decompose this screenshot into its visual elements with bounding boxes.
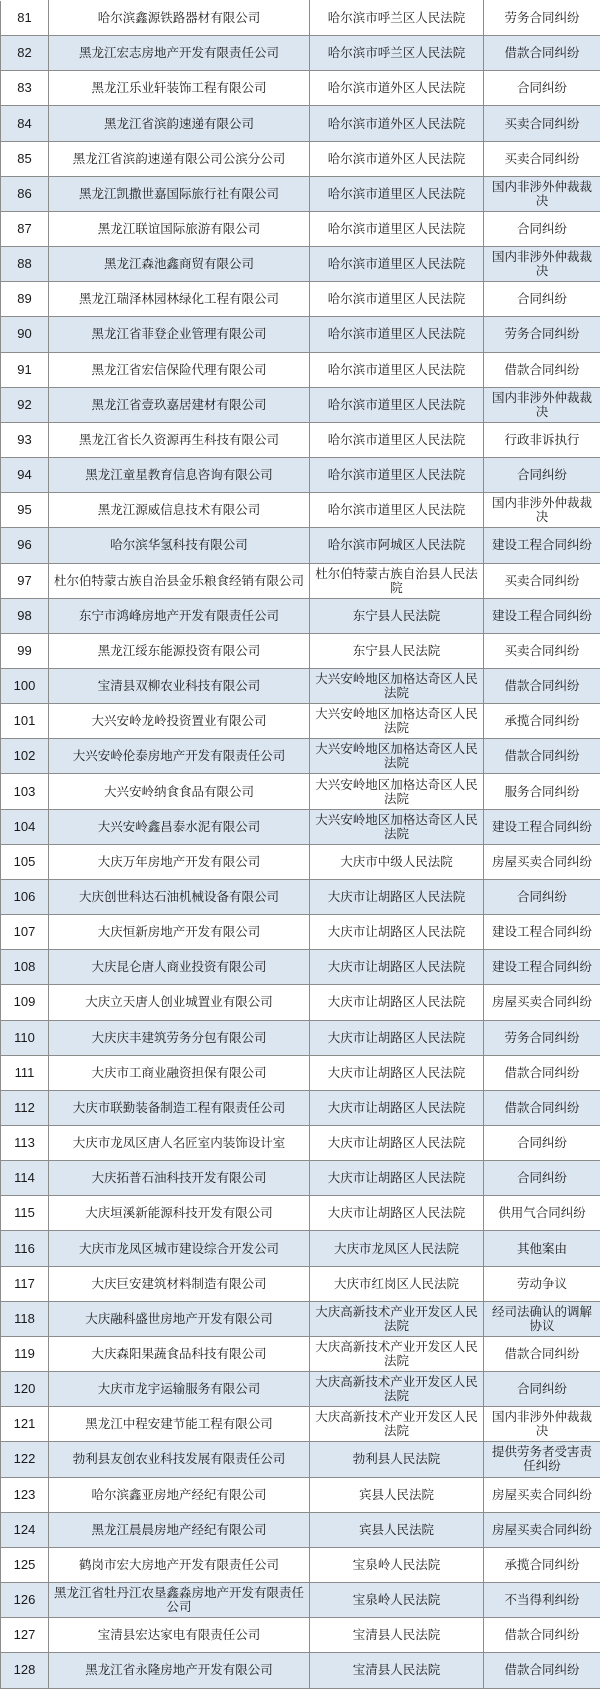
company-name: 黑龙江省滨韵速递有限公司公滨分公司 <box>49 141 310 176</box>
row-number: 100 <box>1 668 49 703</box>
case-type: 买卖合同纠纷 <box>484 106 600 141</box>
company-name: 大庆垣溪新能源科技开发有限公司 <box>49 1196 310 1231</box>
row-number: 110 <box>1 1020 49 1055</box>
company-name: 黑龙江省长久资源再生科技有限公司 <box>49 422 310 457</box>
table-row <box>1 317 600 352</box>
company-name: 大兴安岭鑫昌泰水泥有限公司 <box>49 809 310 844</box>
table-row <box>1 915 600 950</box>
row-number: 94 <box>1 458 49 493</box>
row-number: 118 <box>1 1301 49 1336</box>
court-name: 哈尔滨市阿城区人民法院 <box>310 528 484 563</box>
company-name: 黑龙江联谊国际旅游有限公司 <box>49 211 310 246</box>
court-name: 东宁县人民法院 <box>310 633 484 668</box>
table-row <box>1 1442 600 1477</box>
court-name: 宝清县人民法院 <box>310 1618 484 1653</box>
row-number: 92 <box>1 387 49 422</box>
row-number: 109 <box>1 985 49 1020</box>
court-name: 哈尔滨市呼兰区人民法院 <box>310 1 484 36</box>
court-name: 大庆市让胡路区人民法院 <box>310 915 484 950</box>
case-type: 建设工程合同纠纷 <box>484 809 600 844</box>
company-name: 黑龙江源威信息技术有限公司 <box>49 493 310 528</box>
table-row <box>1 458 600 493</box>
company-name: 大兴安岭纳食食品有限公司 <box>49 774 310 809</box>
row-number: 95 <box>1 493 49 528</box>
table-row <box>1 493 600 528</box>
company-name: 黑龙江省牡丹江农垦鑫淼房地产开发有限责任公司 <box>49 1583 310 1618</box>
row-number: 97 <box>1 563 49 598</box>
row-number: 105 <box>1 844 49 879</box>
row-number: 86 <box>1 176 49 211</box>
court-name: 哈尔滨市道里区人民法院 <box>310 458 484 493</box>
company-name: 大庆恒新房地产开发有限公司 <box>49 915 310 950</box>
table-row <box>1 1126 600 1161</box>
company-name: 大庆立天唐人创业城置业有限公司 <box>49 985 310 1020</box>
court-name: 大庆市让胡路区人民法院 <box>310 985 484 1020</box>
case-type: 房屋买卖合同纠纷 <box>484 1512 600 1547</box>
court-name: 勃利县人民法院 <box>310 1442 484 1477</box>
case-type: 合同纠纷 <box>484 71 600 106</box>
case-type: 借款合同纠纷 <box>484 36 600 71</box>
case-type: 国内非涉外仲裁裁决 <box>484 493 600 528</box>
table-row <box>1 1372 600 1407</box>
table-row <box>1 352 600 387</box>
case-type: 借款合同纠纷 <box>484 1653 600 1688</box>
company-name: 杜尔伯特蒙古族自治县金乐粮食经销有限公司 <box>49 563 310 598</box>
table-row <box>1 1336 600 1371</box>
case-type: 国内非涉外仲裁裁决 <box>484 247 600 282</box>
court-name: 大庆高新技术产业开发区人民法院 <box>310 1336 484 1371</box>
table-row <box>1 1161 600 1196</box>
case-type: 借款合同纠纷 <box>484 739 600 774</box>
company-name: 黑龙江中程安建节能工程有限公司 <box>49 1407 310 1442</box>
case-type: 经司法确认的调解协议 <box>484 1301 600 1336</box>
court-name: 大庆市让胡路区人民法院 <box>310 1161 484 1196</box>
court-name: 哈尔滨市道外区人民法院 <box>310 71 484 106</box>
case-type: 合同纠纷 <box>484 1161 600 1196</box>
court-name: 大庆市让胡路区人民法院 <box>310 879 484 914</box>
row-number: 124 <box>1 1512 49 1547</box>
court-name: 大庆市让胡路区人民法院 <box>310 1055 484 1090</box>
court-name: 大庆市红岗区人民法院 <box>310 1266 484 1301</box>
case-type: 供用气合同纠纷 <box>484 1196 600 1231</box>
court-name: 哈尔滨市道外区人民法院 <box>310 106 484 141</box>
case-type: 借款合同纠纷 <box>484 1090 600 1125</box>
company-name: 鹤岗市宏大房地产开发有限责任公司 <box>49 1547 310 1582</box>
row-number: 122 <box>1 1442 49 1477</box>
court-name: 大庆市让胡路区人民法院 <box>310 1020 484 1055</box>
table-row <box>1 774 600 809</box>
table-row <box>1 106 600 141</box>
court-name: 大兴安岭地区加格达奇区人民法院 <box>310 774 484 809</box>
table-row <box>1 1231 600 1266</box>
row-number: 127 <box>1 1618 49 1653</box>
company-name: 黑龙江童星教育信息咨询有限公司 <box>49 458 310 493</box>
case-type: 建设工程合同纠纷 <box>484 598 600 633</box>
row-number: 115 <box>1 1196 49 1231</box>
case-type: 借款合同纠纷 <box>484 1618 600 1653</box>
table-row <box>1 879 600 914</box>
company-name: 黑龙江凯撒世嘉国际旅行社有限公司 <box>49 176 310 211</box>
case-type: 其他案由 <box>484 1231 600 1266</box>
case-type: 不当得利纠纷 <box>484 1583 600 1618</box>
table-row <box>1 422 600 457</box>
case-type: 买卖合同纠纷 <box>484 633 600 668</box>
table-row <box>1 1090 600 1125</box>
court-name: 哈尔滨市呼兰区人民法院 <box>310 36 484 71</box>
row-number: 102 <box>1 739 49 774</box>
row-number: 87 <box>1 211 49 246</box>
case-type: 合同纠纷 <box>484 1126 600 1161</box>
company-name: 黑龙江省壹玖嘉居建材有限公司 <box>49 387 310 422</box>
company-name: 大兴安岭伦泰房地产开发有限责任公司 <box>49 739 310 774</box>
court-name: 宝泉岭人民法院 <box>310 1547 484 1582</box>
row-number: 125 <box>1 1547 49 1582</box>
table-row <box>1 1653 600 1688</box>
court-name: 东宁县人民法院 <box>310 598 484 633</box>
table-row <box>1 1407 600 1442</box>
case-type: 买卖合同纠纷 <box>484 141 600 176</box>
row-number: 99 <box>1 633 49 668</box>
court-name: 大庆市让胡路区人民法院 <box>310 1090 484 1125</box>
row-number: 84 <box>1 106 49 141</box>
court-name: 大兴安岭地区加格达奇区人民法院 <box>310 809 484 844</box>
case-type: 劳动争议 <box>484 1266 600 1301</box>
row-number: 82 <box>1 36 49 71</box>
table-row <box>1 141 600 176</box>
table-row <box>1 1618 600 1653</box>
case-type: 买卖合同纠纷 <box>484 563 600 598</box>
case-type: 承揽合同纠纷 <box>484 704 600 739</box>
company-name: 勃利县友创农业科技发展有限责任公司 <box>49 1442 310 1477</box>
case-type: 合同纠纷 <box>484 282 600 317</box>
table-row <box>1 633 600 668</box>
case-type: 合同纠纷 <box>484 1372 600 1407</box>
case-type: 行政非诉执行 <box>484 422 600 457</box>
company-name: 大庆万年房地产开发有限公司 <box>49 844 310 879</box>
court-name: 大庆市让胡路区人民法院 <box>310 1126 484 1161</box>
case-type: 合同纠纷 <box>484 458 600 493</box>
company-name: 黑龙江乐业轩装饰工程有限公司 <box>49 71 310 106</box>
table-row <box>1 809 600 844</box>
court-name: 大兴安岭地区加格达奇区人民法院 <box>310 668 484 703</box>
case-type: 房屋买卖合同纠纷 <box>484 1477 600 1512</box>
company-name: 大庆巨安建筑材料制造有限公司 <box>49 1266 310 1301</box>
case-type: 借款合同纠纷 <box>484 668 600 703</box>
row-number: 107 <box>1 915 49 950</box>
company-name: 大兴安岭龙岭投资置业有限公司 <box>49 704 310 739</box>
company-name: 黑龙江省宏信保险代理有限公司 <box>49 352 310 387</box>
case-type: 劳务合同纠纷 <box>484 317 600 352</box>
row-number: 108 <box>1 950 49 985</box>
table-row <box>1 950 600 985</box>
court-name: 大庆高新技术产业开发区人民法院 <box>310 1301 484 1336</box>
table-row <box>1 1196 600 1231</box>
court-name: 宾县人民法院 <box>310 1477 484 1512</box>
court-name: 宝泉岭人民法院 <box>310 1583 484 1618</box>
company-name: 大庆森阳果蔬食品科技有限公司 <box>49 1336 310 1371</box>
court-name: 大庆市龙凤区人民法院 <box>310 1231 484 1266</box>
table-row <box>1 844 600 879</box>
table-row <box>1 1547 600 1582</box>
case-type: 承揽合同纠纷 <box>484 1547 600 1582</box>
table-row <box>1 1512 600 1547</box>
table-row <box>1 704 600 739</box>
table-row <box>1 739 600 774</box>
row-number: 117 <box>1 1266 49 1301</box>
company-name: 东宁市鸿峰房地产开发有限责任公司 <box>49 598 310 633</box>
case-type: 合同纠纷 <box>484 879 600 914</box>
table-row <box>1 282 600 317</box>
case-type: 建设工程合同纠纷 <box>484 528 600 563</box>
company-name: 哈尔滨鑫源铁路器材有限公司 <box>49 1 310 36</box>
company-name: 大庆市龙凤区城市建设综合开发公司 <box>49 1231 310 1266</box>
row-number: 114 <box>1 1161 49 1196</box>
company-name: 大庆市工商业融资担保有限公司 <box>49 1055 310 1090</box>
case-type: 房屋买卖合同纠纷 <box>484 844 600 879</box>
row-number: 88 <box>1 247 49 282</box>
court-name: 哈尔滨市道里区人民法院 <box>310 352 484 387</box>
table-row <box>1 36 600 71</box>
company-name: 大庆市龙宇运输服务有限公司 <box>49 1372 310 1407</box>
company-name: 大庆市龙凤区唐人名匠室内装饰设计室 <box>49 1126 310 1161</box>
case-type: 国内非涉外仲裁裁决 <box>484 176 600 211</box>
company-name: 大庆市联勤装备制造工程有限责任公司 <box>49 1090 310 1125</box>
company-name: 大庆创世科达石油机械设备有限公司 <box>49 879 310 914</box>
court-name: 大兴安岭地区加格达奇区人民法院 <box>310 739 484 774</box>
row-number: 119 <box>1 1336 49 1371</box>
court-name: 大庆市让胡路区人民法院 <box>310 1196 484 1231</box>
table-row <box>1 1477 600 1512</box>
row-number: 116 <box>1 1231 49 1266</box>
row-number: 93 <box>1 422 49 457</box>
row-number: 120 <box>1 1372 49 1407</box>
case-list-body <box>1 1 600 1689</box>
table-row <box>1 71 600 106</box>
row-number: 91 <box>1 352 49 387</box>
row-number: 83 <box>1 71 49 106</box>
court-name: 杜尔伯特蒙古族自治县人民法院 <box>310 563 484 598</box>
row-number: 126 <box>1 1583 49 1618</box>
table-row <box>1 1055 600 1090</box>
company-name: 黑龙江省永隆房地产开发有限公司 <box>49 1653 310 1688</box>
company-name: 黑龙江晨晨房地产经纪有限公司 <box>49 1512 310 1547</box>
table-row <box>1 1020 600 1055</box>
table-row <box>1 1 600 36</box>
row-number: 113 <box>1 1126 49 1161</box>
table-row <box>1 1301 600 1336</box>
table-row <box>1 985 600 1020</box>
court-name: 哈尔滨市道外区人民法院 <box>310 141 484 176</box>
row-number: 111 <box>1 1055 49 1090</box>
company-name: 大庆昆仑唐人商业投资有限公司 <box>49 950 310 985</box>
table-row <box>1 1583 600 1618</box>
company-name: 宝清县双柳农业科技有限公司 <box>49 668 310 703</box>
court-name: 大庆市让胡路区人民法院 <box>310 950 484 985</box>
case-type: 提供劳务者受害责任纠纷 <box>484 1442 600 1477</box>
row-number: 106 <box>1 879 49 914</box>
court-name: 哈尔滨市道里区人民法院 <box>310 387 484 422</box>
table-row <box>1 247 600 282</box>
row-number: 85 <box>1 141 49 176</box>
row-number: 112 <box>1 1090 49 1125</box>
case-type: 借款合同纠纷 <box>484 1336 600 1371</box>
table-row <box>1 211 600 246</box>
case-type: 借款合同纠纷 <box>484 1055 600 1090</box>
table-row <box>1 176 600 211</box>
case-type: 借款合同纠纷 <box>484 352 600 387</box>
company-name: 大庆融科盛世房地产开发有限公司 <box>49 1301 310 1336</box>
company-name: 哈尔滨鑫亚房地产经纪有限公司 <box>49 1477 310 1512</box>
row-number: 98 <box>1 598 49 633</box>
case-type: 服务合同纠纷 <box>484 774 600 809</box>
company-name: 大庆庆丰建筑劳务分包有限公司 <box>49 1020 310 1055</box>
row-number: 89 <box>1 282 49 317</box>
court-name: 哈尔滨市道里区人民法院 <box>310 247 484 282</box>
company-name: 大庆拓普石油科技开发有限公司 <box>49 1161 310 1196</box>
court-name: 宝清县人民法院 <box>310 1653 484 1688</box>
table-row <box>1 563 600 598</box>
table-row <box>1 528 600 563</box>
court-name: 哈尔滨市道里区人民法院 <box>310 282 484 317</box>
company-name: 哈尔滨华氢科技有限公司 <box>49 528 310 563</box>
court-name: 哈尔滨市道里区人民法院 <box>310 211 484 246</box>
table-row <box>1 598 600 633</box>
row-number: 123 <box>1 1477 49 1512</box>
company-name: 黑龙江森池鑫商贸有限公司 <box>49 247 310 282</box>
company-name: 宝清县宏达家电有限责任公司 <box>49 1618 310 1653</box>
case-type: 劳务合同纠纷 <box>484 1 600 36</box>
company-name: 黑龙江瑞泽林园林绿化工程有限公司 <box>49 282 310 317</box>
row-number: 90 <box>1 317 49 352</box>
case-type: 建设工程合同纠纷 <box>484 950 600 985</box>
court-name: 哈尔滨市道里区人民法院 <box>310 317 484 352</box>
row-number: 128 <box>1 1653 49 1688</box>
row-number: 104 <box>1 809 49 844</box>
court-name: 宾县人民法院 <box>310 1512 484 1547</box>
table-row <box>1 1266 600 1301</box>
case-type: 合同纠纷 <box>484 211 600 246</box>
row-number: 81 <box>1 1 49 36</box>
court-name: 大兴安岭地区加格达奇区人民法院 <box>310 704 484 739</box>
row-number: 121 <box>1 1407 49 1442</box>
case-type: 国内非涉外仲裁裁决 <box>484 387 600 422</box>
row-number: 101 <box>1 704 49 739</box>
court-name: 大庆高新技术产业开发区人民法院 <box>310 1372 484 1407</box>
company-name: 黑龙江省菲登企业管理有限公司 <box>49 317 310 352</box>
court-name: 哈尔滨市道里区人民法院 <box>310 493 484 528</box>
company-name: 黑龙江宏志房地产开发有限责任公司 <box>49 36 310 71</box>
case-type: 劳务合同纠纷 <box>484 1020 600 1055</box>
court-name: 大庆市中级人民法院 <box>310 844 484 879</box>
case-type: 建设工程合同纠纷 <box>484 915 600 950</box>
court-name: 哈尔滨市道里区人民法院 <box>310 176 484 211</box>
table-row <box>1 668 600 703</box>
row-number: 103 <box>1 774 49 809</box>
case-type: 房屋买卖合同纠纷 <box>484 985 600 1020</box>
case-type: 国内非涉外仲裁裁决 <box>484 1407 600 1442</box>
company-name: 黑龙江省滨韵速递有限公司 <box>49 106 310 141</box>
court-name: 哈尔滨市道里区人民法院 <box>310 422 484 457</box>
table-row <box>1 387 600 422</box>
company-name: 黑龙江绥东能源投资有限公司 <box>49 633 310 668</box>
row-number: 96 <box>1 528 49 563</box>
court-name: 大庆高新技术产业开发区人民法院 <box>310 1407 484 1442</box>
